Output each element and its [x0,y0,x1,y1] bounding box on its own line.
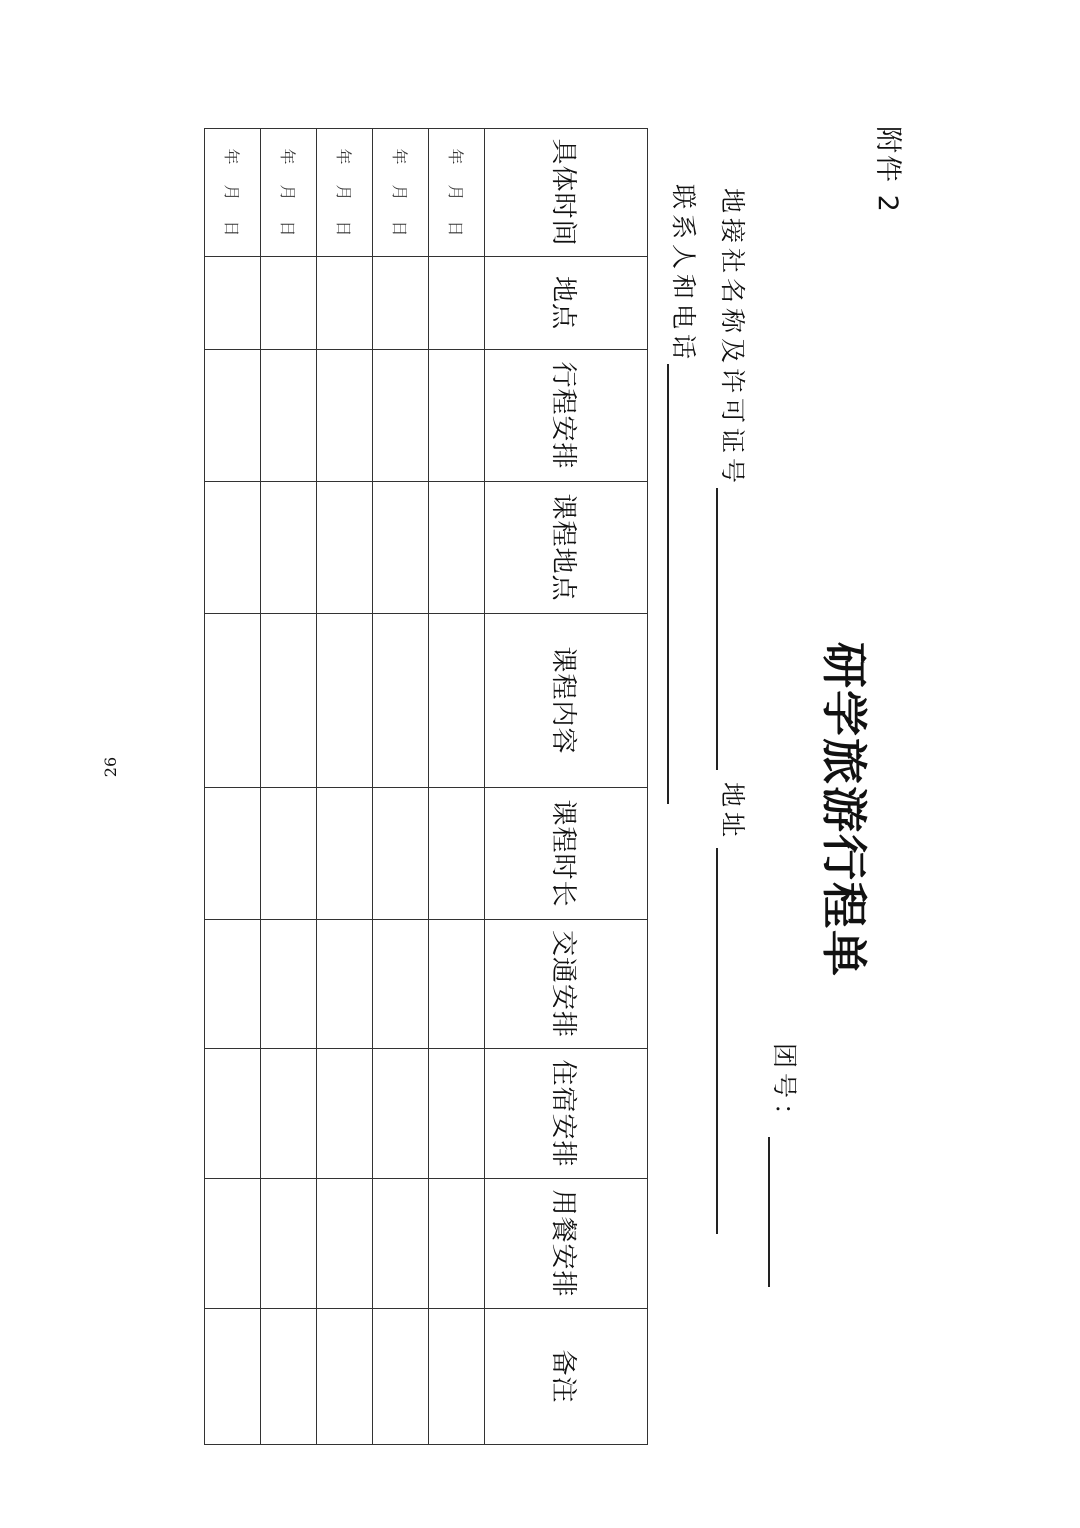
table-row [373,129,429,1445]
table-cell[interactable] [317,1309,373,1445]
date-part: 年 [278,148,297,165]
table-cell[interactable] [261,257,317,350]
table-cell[interactable] [205,1309,261,1445]
table-cell[interactable] [261,350,317,482]
date-cell[interactable] [429,129,485,257]
col-header: 课程地点 [485,482,648,614]
agency-blank[interactable] [716,488,718,770]
date-part: 月 [334,184,353,201]
table-cell[interactable] [205,920,261,1049]
address-blank[interactable] [716,848,718,1234]
date-part: 年 [222,148,241,165]
col-header: 备注 [485,1309,648,1445]
table-cell[interactable] [317,350,373,482]
table-cell[interactable] [429,257,485,350]
table-cell[interactable] [317,614,373,788]
date-part: 年 [446,148,465,165]
group-number-field [768,1043,804,1287]
table-cell[interactable] [261,1309,317,1445]
table-cell[interactable] [317,1049,373,1179]
contact-line [667,184,703,804]
date-part: 年 [390,148,409,165]
table-cell[interactable] [205,350,261,482]
col-header: 交通安排 [485,920,648,1049]
table-cell[interactable] [429,614,485,788]
page-number: 26 [101,756,120,778]
table-cell[interactable] [373,482,429,614]
date-part: 月 [222,184,241,201]
agency-label: 地接社名称及许可证号 [718,188,747,489]
col-header: 课程时长 [485,788,648,920]
table-row [205,129,261,1445]
table-cell[interactable] [205,1179,261,1309]
col-header: 课程内容 [485,614,648,788]
col-header: 用餐安排 [485,1179,648,1309]
annex-label: 附件 2 [872,126,903,214]
table-cell[interactable] [261,788,317,920]
table-cell[interactable] [429,788,485,920]
group-number-label: 团号： [770,1043,799,1134]
page-title: 研学旅游行程单 [817,642,871,978]
date-part: 日 [390,220,409,237]
table-cell[interactable] [429,1179,485,1309]
contact-label: 联系人和电话 [669,184,698,365]
table-row [429,129,485,1445]
date-part: 日 [278,220,297,237]
contact-blank[interactable] [667,364,669,804]
table-cell[interactable] [373,257,429,350]
table-cell[interactable] [261,920,317,1049]
table-cell[interactable] [317,920,373,1049]
agency-line [716,188,752,1234]
table-cell[interactable] [373,614,429,788]
date-part: 日 [446,220,465,237]
table-cell[interactable] [429,920,485,1049]
col-header: 地点 [485,257,648,350]
table-cell[interactable] [317,788,373,920]
address-label: 地址 [718,782,747,843]
table-cell[interactable] [317,482,373,614]
date-part: 日 [334,220,353,237]
table-cell[interactable] [429,350,485,482]
date-part: 月 [446,184,465,201]
table-row [261,129,317,1445]
date-part: 月 [278,184,297,201]
table-cell[interactable] [373,920,429,1049]
table-cell[interactable] [205,257,261,350]
table-cell[interactable] [261,1179,317,1309]
table-cell[interactable] [373,1049,429,1179]
date-cell[interactable] [317,129,373,257]
date-part: 年 [334,148,353,165]
table-cell[interactable] [429,1049,485,1179]
col-header: 行程安排 [485,350,648,482]
date-cell[interactable] [261,129,317,257]
itinerary-table [204,128,648,1445]
table-cell[interactable] [429,482,485,614]
col-header: 住宿安排 [485,1049,648,1179]
col-header: 具体时间 [485,129,648,257]
table-cell[interactable] [373,350,429,482]
table-cell[interactable] [261,482,317,614]
table-row [317,129,373,1445]
table-cell[interactable] [261,614,317,788]
table-header-row [485,129,648,1445]
table-cell[interactable] [317,257,373,350]
date-cell[interactable] [205,129,261,257]
date-part: 月 [390,184,409,201]
table-cell[interactable] [373,1309,429,1445]
group-number-blank[interactable] [768,1137,770,1287]
table-body [205,129,485,1445]
table-cell[interactable] [205,614,261,788]
table-cell[interactable] [205,788,261,920]
table-cell[interactable] [373,1179,429,1309]
table-cell[interactable] [373,788,429,920]
date-part: 日 [222,220,241,237]
table-cell[interactable] [205,1049,261,1179]
table-cell[interactable] [205,482,261,614]
table-cell[interactable] [429,1309,485,1445]
table-cell[interactable] [317,1179,373,1309]
table-cell[interactable] [261,1049,317,1179]
date-cell[interactable] [373,129,429,257]
